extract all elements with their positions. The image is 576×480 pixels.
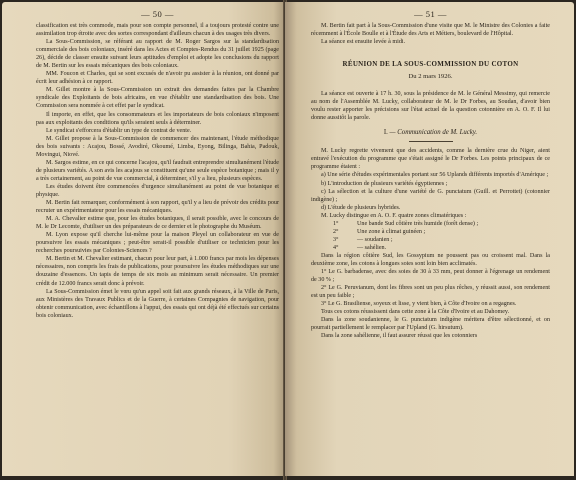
paragraph: M. Lyon expose qu'il cherche lui-même pour la maison Pleyel un collaborateur en vue de poursuivre les essais mécaniques ; peut-être serait-il possible d'utiliser ce technicien pour les recherches poursuivies par Colonies-Sciences ? (36, 232, 279, 255)
meeting-date: Du 2 mars 1926. (408, 73, 453, 81)
paragraph: La Sous-Commission, se référant au rapport de M. Roger Sargos sur la standardisation commerciale des bois coloniaux, inséré dans les Actes et Comptes-Rendus du 31 juillet 1925 (page 26), décide de classer ensuite suivant leurs aptitudes d'emploi et adopte les conclusions du rapport de M. Bertin sur les essais mécaniques des bois coloniaux. (36, 39, 279, 70)
list-item: 2° Une zone à climat guinéen ; (333, 228, 426, 235)
left-page-body (36, 22, 279, 320)
paragraph: La Sous-Commission émet le vœu qu'un appel soit fait aux grands réseaux, à la Ville de Paris, aux Ministères des Travaux Publics et de la Guerre, à certaines Compagnies de navigation, pour obtenir communication, avec échantillons à l'appui, des essais qui ont déjà été effectués sur certains bois coloniaux. (36, 288, 279, 319)
paragraph: M. Sargos estime, en ce qui concerne l'acajou, qu'il faudrait entreprendre simultanément l'étude de plusieurs variétés. A son avis les acajous se constituent qu'une seule espèce botanique ; mais il y a très certainement, au point de vue commercial, à déterminer, s'il y a lieu, plusieurs espèces. (36, 159, 279, 182)
paragraph: d) L'étude de plusieurs hybrides. (321, 204, 401, 211)
paragraph: 1° Le G. barbadense, avec des soies de 30 à 33 mm, peut donner à l'égrenage un rendement de 30 % ; (311, 269, 550, 284)
paragraph: Dans la zone sahélienne, il faut assurer réussi que les cotonniers (321, 333, 478, 340)
paragraph: Les études doivent être commencées d'urgence simultanément au point de vue botanique et physique. (36, 183, 279, 198)
paragraph: M. Bertin fait remarquer, conformément à son rapport, qu'il y a lieu de prévoir des crédits pour recruter un expérimentateur pour les essais mécaniques. (36, 200, 279, 215)
subsection-label: — Communication de M. Lucky. (389, 129, 478, 137)
paragraph: M. Gillet montre à la Sous-Commission un extrait des demandes faites par la Chambre syndicale des Exploitants de bois africains, en vue d'établir une standardisation des bois. Une Commission sera nommée à cet effet par le syndicat. (36, 87, 279, 110)
right-page-number: — 51 — (414, 9, 447, 19)
list-item: 4° — sahélien. (333, 244, 387, 251)
paragraph: 3° Le G. Brasiliense, soyeux et lisse, y vient bien, à Côte d'Ivoire on a regagnes. (321, 301, 517, 308)
left-page (2, 2, 285, 476)
paragraph: 2° Le G. Peruvianum, dont les fibres sont un peu plus rêches, y réussit aussi, son rendement est un peu faible ; (311, 285, 550, 300)
divider (409, 141, 453, 142)
paragraph: MM. Foucon et Charles, qui se sont excusés de n'avoir pu assister à la réunion, ont donné par écrit leur adhésion à ce rapport. (36, 71, 279, 86)
section-heading: RÉUNION DE LA SOUS-COMMISSION DU COTON (342, 60, 519, 69)
paragraph: M. A. Chevalier estime que, pour les études botaniques, il serait possible, avec le concours de M. le Dr Lecomte, d'utiliser un des préparateurs de ce dernier et le photographe du Muséum. (36, 216, 279, 231)
paragraph: Le syndicat s'efforcera d'établir un type de contrat de vente. (46, 127, 192, 134)
paragraph: M. Lucky distingue en A. O. F. quatre zones climatériques : (321, 212, 467, 219)
paragraph: M. Bertin fait part à la Sous-Commission d'une visite que M. le Ministre des Colonies a faite récemment à l'École Boulle et à l'Étude des Arts et Métiers, boulevard de l'Hôpital. (311, 23, 550, 38)
left-page-number: — 50 — (141, 9, 174, 19)
paragraph: Tous ces cotons réussissent dans cette zone à la Côte d'Ivoire et au Dahomey. (321, 309, 510, 316)
paragraph: Dans la zone soudanienne, le G. punctatum indigène méritera d'être sélectionné, et on pourrait partiellement le remplacer par l'Upland (G. hirsutum). (311, 317, 550, 332)
paragraph: a) Une série d'études expérimentales portant sur 56 Uplands différents importés d'Amérique ; (321, 172, 549, 179)
subsection-title (311, 128, 550, 137)
climate-zones-list (311, 220, 550, 252)
paragraph: classification est très commode, mais pour son compte personnel, il a toujours protesté contre une assimilation trop étroite avec des sortes correspondant d'ailleurs chacun à des usages très divers. (36, 23, 279, 38)
subsection-number: I. (383, 129, 388, 137)
paragraph: Dans la région côtière Sud, les Gossypium ne poussent pas ou croissent mal. Dans la deuxième zone, les cotons à longues soies sont loin bien acclimatés. (311, 252, 550, 267)
paragraph: M. Lucky regrette vivement que des accidents, comme la dernière crue du Niger, aient entravé l'exécution du programme que s'était assigné le Dr Forbes. Les points principaux de ce programme étaient : (311, 148, 550, 171)
paragraph: La séance est ouverte à 17 h. 30, sous la présidence de M. le Général Messimy, qui remercie au nom de l'Assemblée M. Lucky, collaborateur de M. le Dr Forbes, au Soudan, d'avoir bien voulu rester apporter les précisions sur l'état actuel de la question cotonnière en A. O. F. Il lui donne aussitôt la parole. (311, 91, 550, 122)
paragraph: b) L'introduction de plusieurs variétés égyptiennes ; (321, 180, 448, 187)
right-page (285, 2, 574, 476)
list-item: 1° Une bande Sud côtière très humide (forêt dense) ; (333, 220, 479, 227)
paragraph: M. Gillet propose à la Sous-Commission de commencer des maintenant, l'étude méthodique des bois suivants : Acajou, Bossé, Avodiré, Okoumé, Limba, Eyong, Bilinga, Bahia, Padouk, Movingui, Niové. (36, 135, 279, 158)
paragraph: La séance est ensuite levée à midi. (321, 39, 406, 46)
paragraph: Il importe, en effet, que les consommateurs et les importateurs de bois coloniaux n'imposent pas aux exploitants des conditions qu'ils seraient seuls à déterminer. (36, 111, 279, 126)
paragraph: M. Bertin et M. Chevalier estimant, chacun pour leur part, à 1.000 francs par mois les dépenses nécessaires, non compris les frais de publications, pour poursuivre les études méthodiques sur une douzaine d'essences. Un tapis de temps de six mois au minimum serait nécessaire. Un premier crédit de 12.000 francs serait donc à prévoir. (36, 256, 279, 287)
paragraph: c) La sélection et la culture d'une variété de G. punctatum (Guill. et Perrottet) (cotonnier indigène) ; (311, 188, 550, 203)
list-item: 3° — soudanien ; (333, 236, 393, 243)
